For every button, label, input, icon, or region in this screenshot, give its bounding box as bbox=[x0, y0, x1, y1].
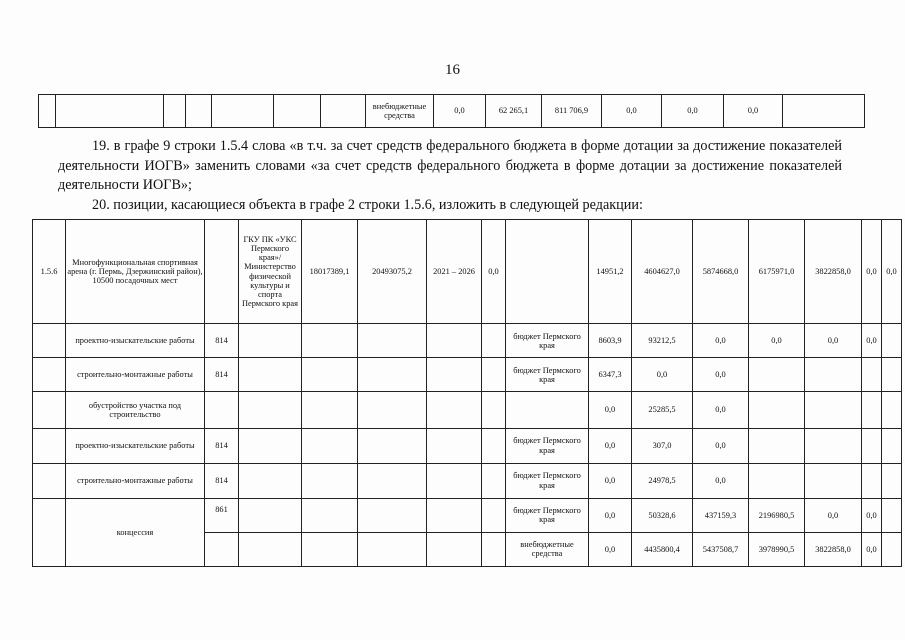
value-cell bbox=[862, 358, 882, 392]
value-cell: 2196980,5 bbox=[749, 498, 805, 532]
value-cell: 0,0 bbox=[862, 532, 882, 566]
table-row bbox=[33, 498, 902, 532]
work-name: обустройство участка под строительство bbox=[66, 392, 205, 428]
value-cell bbox=[862, 463, 882, 498]
table-row bbox=[33, 358, 902, 392]
value-cell: 0,0 bbox=[632, 358, 693, 392]
source-cell: внебюджетные средства bbox=[506, 532, 589, 566]
top-cell bbox=[39, 95, 56, 128]
code-cell: 814 bbox=[205, 324, 239, 358]
value-cell: 24978,5 bbox=[632, 463, 693, 498]
value-cell: 0,0 bbox=[693, 428, 749, 463]
work-name: проектно-изыскательские работы bbox=[66, 428, 205, 463]
value-cell: 0,0 bbox=[589, 428, 632, 463]
value-cell: 0,0 bbox=[862, 220, 882, 324]
object-name: Многофункциональная спортивная арена (г. Пермь, Дзержинский район), 10500 посадочных мест bbox=[66, 220, 205, 324]
value-cell: 0,0 bbox=[749, 324, 805, 358]
value-cell: 5874668,0 bbox=[693, 220, 749, 324]
value-cell bbox=[805, 428, 862, 463]
value-cell: 0,0 bbox=[862, 324, 882, 358]
value-cell: 0,0 bbox=[589, 392, 632, 428]
value-cell: 3822858,0 bbox=[805, 532, 862, 566]
code-cell bbox=[205, 392, 239, 428]
top-cell bbox=[212, 95, 274, 128]
top-table bbox=[38, 94, 864, 128]
concession-name: концессия bbox=[66, 498, 205, 566]
value-cell: 437159,3 bbox=[693, 498, 749, 532]
top-cell bbox=[783, 95, 865, 128]
code-cell: 814 bbox=[205, 463, 239, 498]
top-cell bbox=[321, 95, 366, 128]
table-row bbox=[33, 428, 902, 463]
top-value-cell: 62 265,1 bbox=[486, 95, 542, 128]
cost-cell: 18017389,1 bbox=[302, 220, 358, 324]
value-cell: 0,0 bbox=[693, 324, 749, 358]
top-cell bbox=[274, 95, 321, 128]
value-cell bbox=[862, 428, 882, 463]
source-cell bbox=[506, 392, 589, 428]
row-number: 1.5.6 bbox=[33, 220, 66, 324]
value-cell: 93212,5 bbox=[632, 324, 693, 358]
value-cell: 0,0 bbox=[589, 532, 632, 566]
customer: ГКУ ПК «УКС Пермского края»/ Министерство физической культуры и спорта Пермского края bbox=[239, 220, 302, 324]
value-cell: 307,0 bbox=[632, 428, 693, 463]
source-cell: бюджет Пермского края bbox=[506, 463, 589, 498]
value-cell: 0,0 bbox=[805, 324, 862, 358]
top-source-cell: внебюджетные средства bbox=[366, 95, 434, 128]
value-cell bbox=[749, 358, 805, 392]
paragraph-19: 19. в графе 9 строки 1.5.4 слова «в т.ч. за счет средств федерального бюджета в форме дотации за достижение показателей деятельности ИОГВ» заменить словами «за счет средств федерального бюджета в форме дотации за достижение показателей деятельности ИОГВ»; bbox=[58, 138, 842, 193]
period-cell: 2021 – 2026 bbox=[427, 220, 482, 324]
empty-cell bbox=[506, 220, 589, 324]
value-cell bbox=[805, 392, 862, 428]
source-cell: бюджет Пермского края bbox=[506, 428, 589, 463]
value-cell: 0,0 bbox=[589, 498, 632, 532]
value-cell: 0,0 bbox=[805, 498, 862, 532]
value-cell: 8603,9 bbox=[589, 324, 632, 358]
value-cell bbox=[749, 392, 805, 428]
top-value-cell: 0,0 bbox=[662, 95, 724, 128]
value-cell bbox=[749, 428, 805, 463]
page-number: 16 bbox=[445, 62, 460, 78]
work-name: строительно-монтажные работы bbox=[66, 358, 205, 392]
top-cell bbox=[56, 95, 164, 128]
empty-cell bbox=[205, 220, 239, 324]
value-cell: 14951,2 bbox=[589, 220, 632, 324]
cost-cell: 20493075,2 bbox=[358, 220, 427, 324]
work-name: строительно-монтажные работы bbox=[66, 463, 205, 498]
top-value-cell: 0,0 bbox=[724, 95, 783, 128]
value-cell: 0,0 bbox=[693, 358, 749, 392]
code-cell: 814 bbox=[205, 428, 239, 463]
top-cell bbox=[164, 95, 186, 128]
value-cell: 25285,5 bbox=[632, 392, 693, 428]
value-cell: 3978990,5 bbox=[749, 532, 805, 566]
top-cell bbox=[186, 95, 212, 128]
value-cell: 50328,6 bbox=[632, 498, 693, 532]
value-cell: 0,0 bbox=[693, 463, 749, 498]
value-cell: 0,0 bbox=[589, 463, 632, 498]
value-cell: 4435800,4 bbox=[632, 532, 693, 566]
value-cell: 0,0 bbox=[882, 220, 902, 324]
source-cell: бюджет Пермского края bbox=[506, 358, 589, 392]
value-cell: 5437508,7 bbox=[693, 532, 749, 566]
value-cell: 6175971,0 bbox=[749, 220, 805, 324]
value-cell: 0,0 bbox=[693, 392, 749, 428]
value-cell: 4604627,0 bbox=[632, 220, 693, 324]
table-row bbox=[33, 392, 902, 428]
pct-cell: 0,0 bbox=[482, 220, 506, 324]
table-row bbox=[33, 463, 902, 498]
code-cell: 861 bbox=[205, 498, 239, 532]
code-cell: 814 bbox=[205, 358, 239, 392]
source-cell: бюджет Пермского края bbox=[506, 324, 589, 358]
work-name: проектно-изыскательские работы bbox=[66, 324, 205, 358]
value-cell: 3822858,0 bbox=[805, 220, 862, 324]
top-value-cell: 0,0 bbox=[434, 95, 486, 128]
table-row bbox=[33, 220, 902, 324]
paragraph-20: 20. позиции, касающиеся объекта в графе 2 строки 1.5.6, изложить в следующей редакции: bbox=[92, 197, 643, 213]
value-cell bbox=[805, 358, 862, 392]
top-value-cell: 0,0 bbox=[602, 95, 662, 128]
value-cell: 6347,3 bbox=[589, 358, 632, 392]
main-table bbox=[32, 219, 897, 567]
value-cell bbox=[805, 463, 862, 498]
value-cell: 0,0 bbox=[862, 498, 882, 532]
top-value-cell: 811 706,9 bbox=[542, 95, 602, 128]
source-cell: бюджет Пермского края bbox=[506, 498, 589, 532]
value-cell bbox=[862, 392, 882, 428]
table-row bbox=[33, 324, 902, 358]
value-cell bbox=[749, 463, 805, 498]
